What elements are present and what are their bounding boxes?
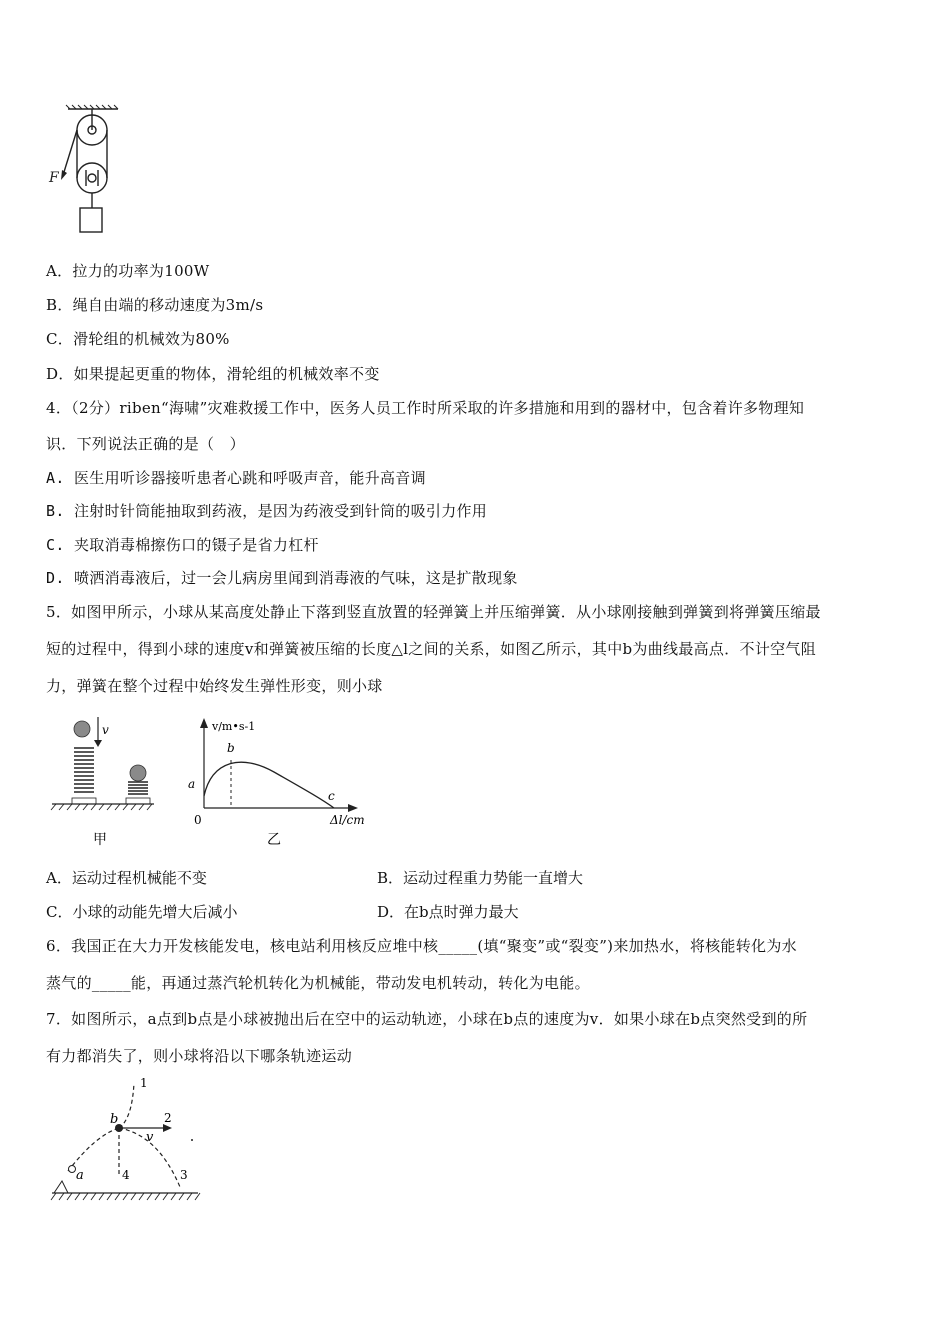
traj-label-1: 1 [140, 1076, 148, 1090]
q7-stem-line1: 7．如图所示，a点到b点是小球被抛出后在空中的运动轨迹，小球在b点的速度为v．如果小球在b点突然受到的所 [46, 1010, 808, 1028]
q5-stem-line1: 5．如图甲所示，小球从某高度处静止下落到竖直放置的轻弹簧上并压缩弹簧．从小球刚接触到弹簧到将弹簧压缩最 [46, 603, 821, 621]
x-axis-label: Δl/cm [330, 813, 365, 827]
q5-stem-line3: 力，弹簧在整个过程中始终发生弹性形变，则小球 [46, 677, 383, 695]
spring-figure-labels [46, 712, 176, 852]
q4-option-d: D. 喷洒消毒液后，过一会儿病房里闻到消毒液的气味，这是扩散现象 [46, 569, 518, 587]
pulley-force-label [46, 168, 66, 188]
q6-stem-line1: 6．我国正在大力开发核能发电，核电站利用核反应堆中核_____(填“聚变”或“裂变”)来加热水，将核能转化为水 [46, 937, 797, 955]
q5-option-c: C．小球的动能先增大后减小 [46, 903, 238, 921]
point-b-label: b [227, 741, 235, 755]
q3-option-d: D．如果提起更重的物体，滑轮组的机械效率不变 [46, 365, 380, 383]
q4-option-a: A. 医生用听诊器接听患者心跳和呼吸声音，能升高音调 [46, 469, 426, 487]
q3-option-c: C．滑轮组的机械效为80% [46, 330, 230, 348]
point-a-label: a [188, 777, 196, 791]
traj-label-2: 2 [164, 1111, 172, 1125]
origin-label: 0 [194, 813, 202, 827]
caption-yi: 乙 [267, 832, 281, 848]
q4-stem-line2: 识．下列说法正确的是（ ） [46, 435, 245, 453]
traj-v-label: v [146, 1130, 154, 1145]
q5-option-d: D．在b点时弹力最大 [377, 903, 519, 921]
q7-stem-line2: 有力都消失了，则小球将沿以下哪条轨迹运动 [46, 1047, 353, 1065]
q5-option-a: A．运动过程机械能不变 [46, 869, 207, 887]
q4-option-c: C. 夹取消毒棉擦伤口的镊子是省力杠杆 [46, 536, 319, 554]
point-c-label: c [328, 789, 335, 803]
traj-label-3: 3 [180, 1168, 188, 1182]
y-axis-label: v/m•s-1 [212, 720, 256, 733]
trajectory-figure-labels [46, 1075, 216, 1210]
q3-option-b: B．绳自由端的移动速度为3m/s [46, 296, 264, 314]
traj-point-b-label: b [110, 1112, 119, 1127]
force-label: F [49, 170, 59, 186]
traj-point-a-label: a [76, 1168, 84, 1183]
traj-label-4: 4 [122, 1168, 130, 1182]
caption-jia: 甲 [93, 832, 107, 848]
q6-stem-line2: 蒸气的_____能，再通过蒸汽轮机转化为机械能，带动发电机转动，转化为电能。 [46, 974, 590, 992]
q4-stem-line1: 4．（2分）riben“海啸”灾难救援工作中，医务人员工作时所采取的许多措施和用到的器材中，包含着许多物理知 [46, 399, 805, 417]
q4-option-b: B. 注射时针筒能抽取到药液，是因为药液受到针筒的吸引力作用 [46, 502, 488, 520]
q5-option-b: B．运动过程重力势能一直增大 [377, 869, 584, 887]
q5-stem-line2: 短的过程中，得到小球的速度v和弹簧被压缩的长度△l之间的关系，如图乙所示，其中b为曲线最高点．不计空气阻 [46, 640, 817, 658]
v-arrow-label: v [102, 723, 109, 737]
q3-option-a: A．拉力的功率为100W [46, 262, 210, 280]
velocity-graph-labels [182, 712, 382, 852]
